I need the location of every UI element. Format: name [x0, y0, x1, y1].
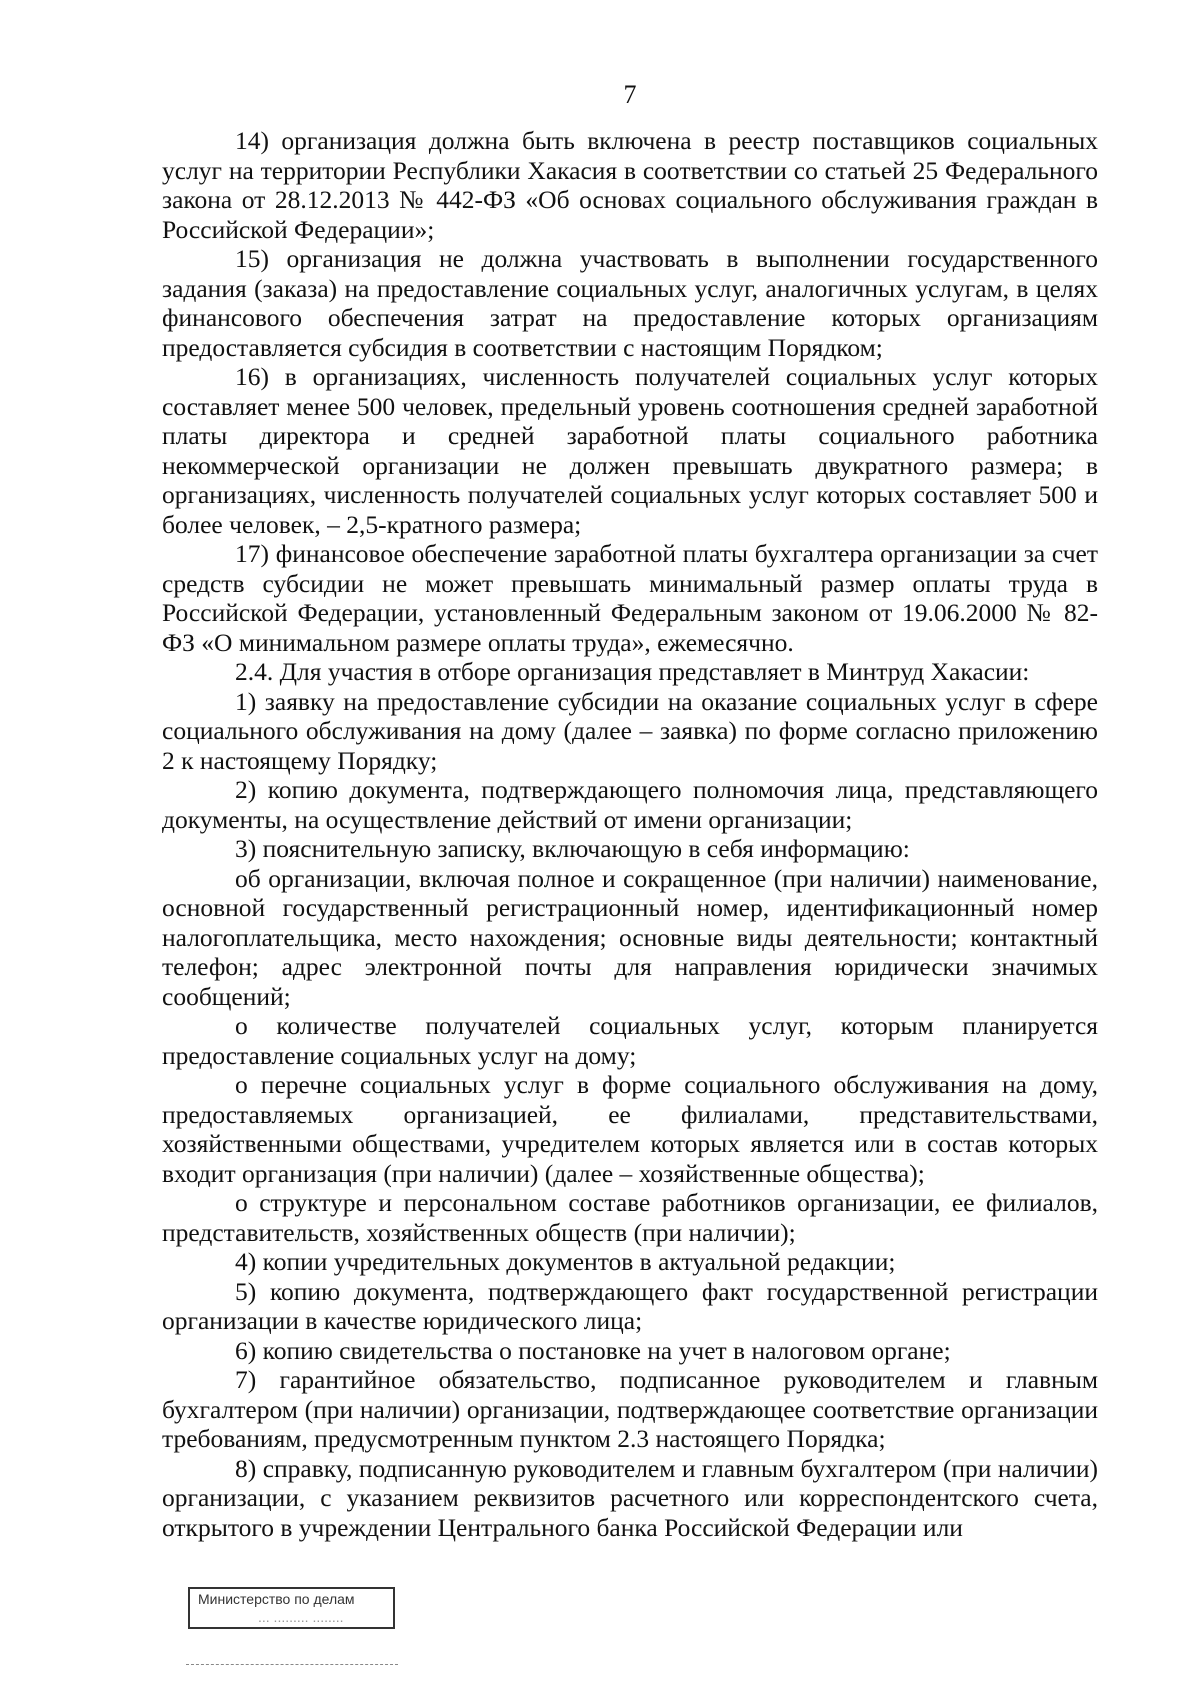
paragraph-doc-4: 4) копии учредительных документов в актуальной редакции;: [235, 1247, 896, 1276]
stamp-line-1: Министерство по делам: [198, 1591, 355, 1607]
stamp-line-2: ... ......... ........: [258, 1609, 344, 1625]
paragraph-doc-3: 3) пояснительную записку, включающую в себя информацию:: [235, 834, 910, 863]
paragraph-doc-1: 1) заявку на предоставление субсидии на оказание социальных услуг в сфере социального обслуживания на дому (далее – заявка) по форме согласно приложению 2 к настоящему Порядку;: [162, 686, 1098, 775]
paragraph-doc-8: 8) справку, подписанную руководителем и главным бухгалтером (при наличии) организации, с указанием реквизитов расчетного или корреспондентского счета, открытого в учреждении Центрального банка Российской Федерации или: [162, 1453, 1098, 1542]
paragraph-info-services: о перечне социальных услуг в форме социального обслуживания на дому, предоставляемых организацией, ее филиалами, представительствами, хозяйственными обществами, учредителем которых является или в состав которых входит организация (при наличии) (далее – хозяйственные общества);: [162, 1070, 1098, 1188]
scan-artifact-line: [186, 1664, 398, 1665]
paragraph-item-15: 15) организация не должна участвовать в выполнении государственного задания (заказа) на предоставление социальных услуг, аналогичных услугам, в целях финансового обеспечения затрат на предоставление которых организациям предоставляется субсидия в соответствии с настоящим Порядком;: [162, 244, 1098, 362]
paragraph-item-14: 14) организация должна быть включена в реестр поставщиков социальных услуг на территории Республики Хакасия в соответствии со статьей 25 Федерального закона от 28.12.2013 № 442-ФЗ «Об основах социального обслуживания граждан в Российской Федерации»;: [162, 126, 1098, 244]
ministry-stamp: [188, 1587, 395, 1629]
paragraph-doc-7: 7) гарантийное обязательство, подписанное руководителем и главным бухгалтером (при наличии) организации, подтверждающее соответствие организации требованиям, предусмотренным пунктом 2.3 настоящего Порядка;: [162, 1365, 1098, 1453]
paragraph-info-organization: об организации, включая полное и сокращенное (при наличии) наименование, основной государственный регистрационный номер, идентификационный номер налогоплательщика, место нахождения; основные виды деятельности; контактный телефон; адрес электронной почты для направления юридически значимых сообщений;: [162, 863, 1098, 1011]
paragraph-item-17: 17) финансовое обеспечение заработной платы бухгалтера организации за счет средств субсидии не может превышать минимальный размер оплаты труда в Российской Федерации, установленный Федеральным законом от 19.06.2000 № 82-ФЗ «О минимальном размере оплаты труда», ежемесячно.: [162, 539, 1098, 657]
page-number: 7: [623, 80, 637, 109]
paragraph-doc-2: 2) копию документа, подтверждающего полномочия лица, представляющего документы, на осуществление действий от имени организации;: [162, 775, 1098, 834]
paragraph-item-16: 16) в организациях, численность получателей социальных услуг которых составляет менее 500 человек, предельный уровень соотношения средней заработной платы директора и средней заработной платы социального работника некоммерческой организации не должен превышать двукратного размера; в организациях, численность получателей социальных услуг которых составляет 500 и более человек, – 2,5-кратного размера;: [162, 362, 1098, 539]
paragraph-info-staff: о структуре и персональном составе работников организации, ее филиалов, представительств, хозяйственных обществ (при наличии);: [162, 1188, 1098, 1247]
paragraph-section-2-4: 2.4. Для участия в отборе организация представляет в Минтруд Хакасии:: [235, 657, 1030, 686]
paragraph-info-recipients: о количестве получателей социальных услуг, которым планируется предоставление социальных услуг на дому;: [162, 1011, 1098, 1070]
paragraph-doc-6: 6) копию свидетельства о постановке на учет в налоговом органе;: [235, 1335, 951, 1365]
body-text: [162, 126, 1098, 1542]
paragraph-doc-5: 5) копию документа, подтверждающего факт государственной регистрации организации в качестве юридического лица;: [162, 1276, 1098, 1335]
